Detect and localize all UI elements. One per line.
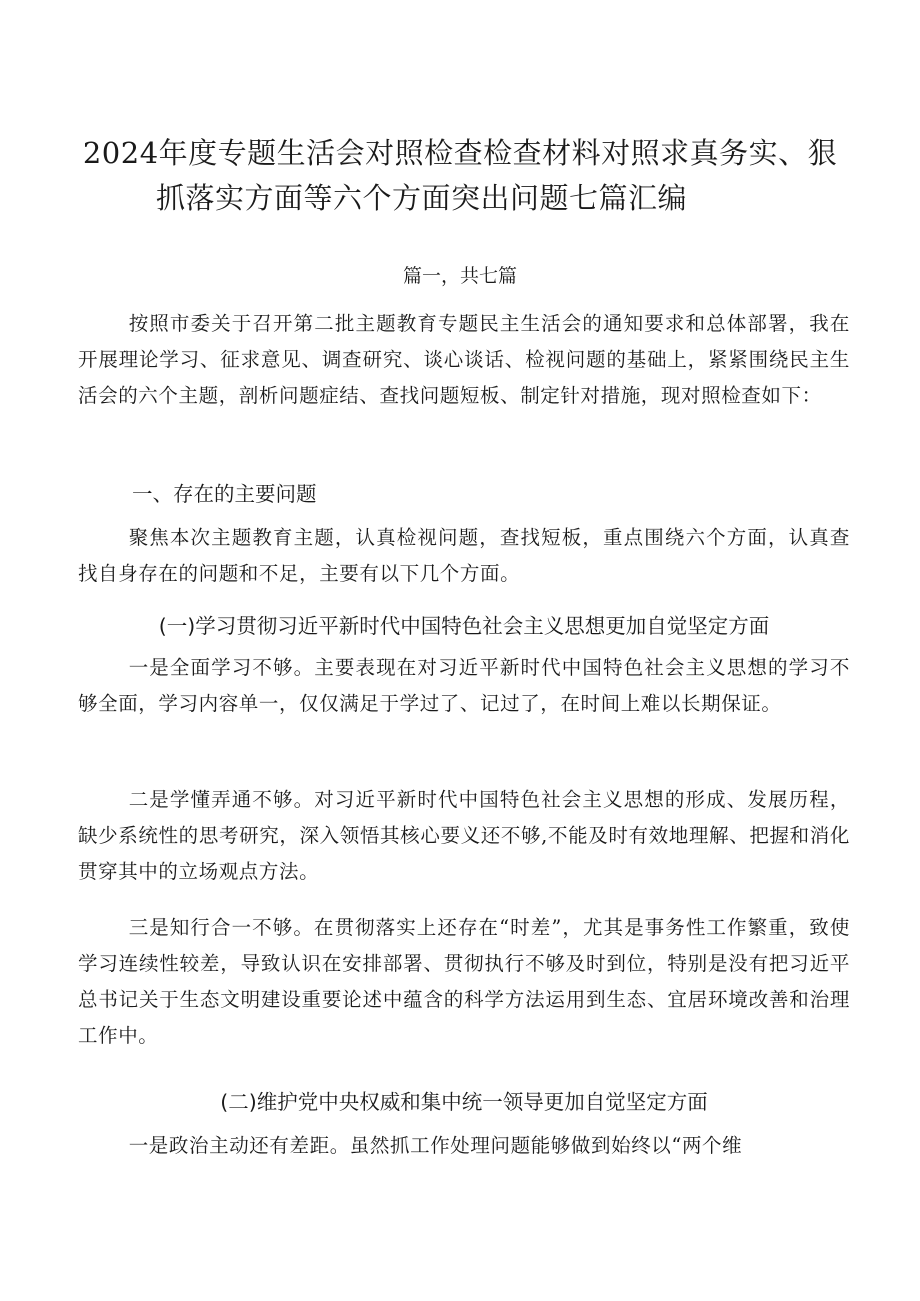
subsection-1-paragraph-3: 三是知行合一不够。在贯彻落实上还存在“时差”，尤其是事务性工作繁重，致使学习连续性较差，导致认识在安排部署、贯彻执行不够及时到位，特别是没有把习近平总书记关于生态文明建设重要论述中蕴含的科学方法运用到生态、宜居环境改善和治理工作中。 xyxy=(78,916,850,1047)
intro-paragraph: 按照市委关于召开第二批主题教育专题民主生活会的通知要求和总体部署，我在开展理论学习、征求意见、调查研究、谈心谈话、检视问题的基础上，紧紧围绕民主生活会的六个主题，剖析问题症结、查找问题短板、制定针对措施，现对照检查如下： xyxy=(78,312,850,407)
subsection-2-paragraph-1: 一是政治主动还有差距。虽然抓工作处理问题能够做到始终以“两个维 xyxy=(128,1134,743,1157)
section-1-intro-paragraph: 聚焦本次主题教育主题，认真检视问题，查找短板，重点围绕六个方面，认真查找自身存在的问题和不足，主要有以下几个方面。 xyxy=(78,526,850,585)
subsection-heading-2: (二)维护党中央权威和集中统一领导更加自觉坚定方面 xyxy=(220,1090,708,1114)
part-label: 篇一，共七篇 xyxy=(402,265,517,287)
subsection-heading-1: (一)学习贯彻习近平新时代中国特色社会主义思想更加自觉坚定方面 xyxy=(158,614,770,638)
title-line-1: 2024年度专题生活会对照检查检查材料对照求真务实、狠 xyxy=(82,136,838,171)
subsection-1-paragraph-1: 一是全面学习不够。主要表现在对习近平新时代中国特色社会主义思想的学习不够全面，学习内容单一，仅仅满足于学过了、记过了，在时间上难以长期保证。 xyxy=(78,656,850,715)
document-title xyxy=(60,131,860,221)
section-heading-1: 一、存在的主要问题 xyxy=(132,482,317,506)
subsection-1-paragraph-2: 二是学懂弄通不够。对习近平新时代中国特色社会主义思想的形成、发展历程，缺少系统性的思考研究，深入领悟其核心要义还不够,不能及时有效地理解、把握和消化贯穿其中的立场观点方法。 xyxy=(78,788,850,883)
title-line-2: 抓落实方面等六个方面突出问题七篇汇编 xyxy=(156,181,688,216)
